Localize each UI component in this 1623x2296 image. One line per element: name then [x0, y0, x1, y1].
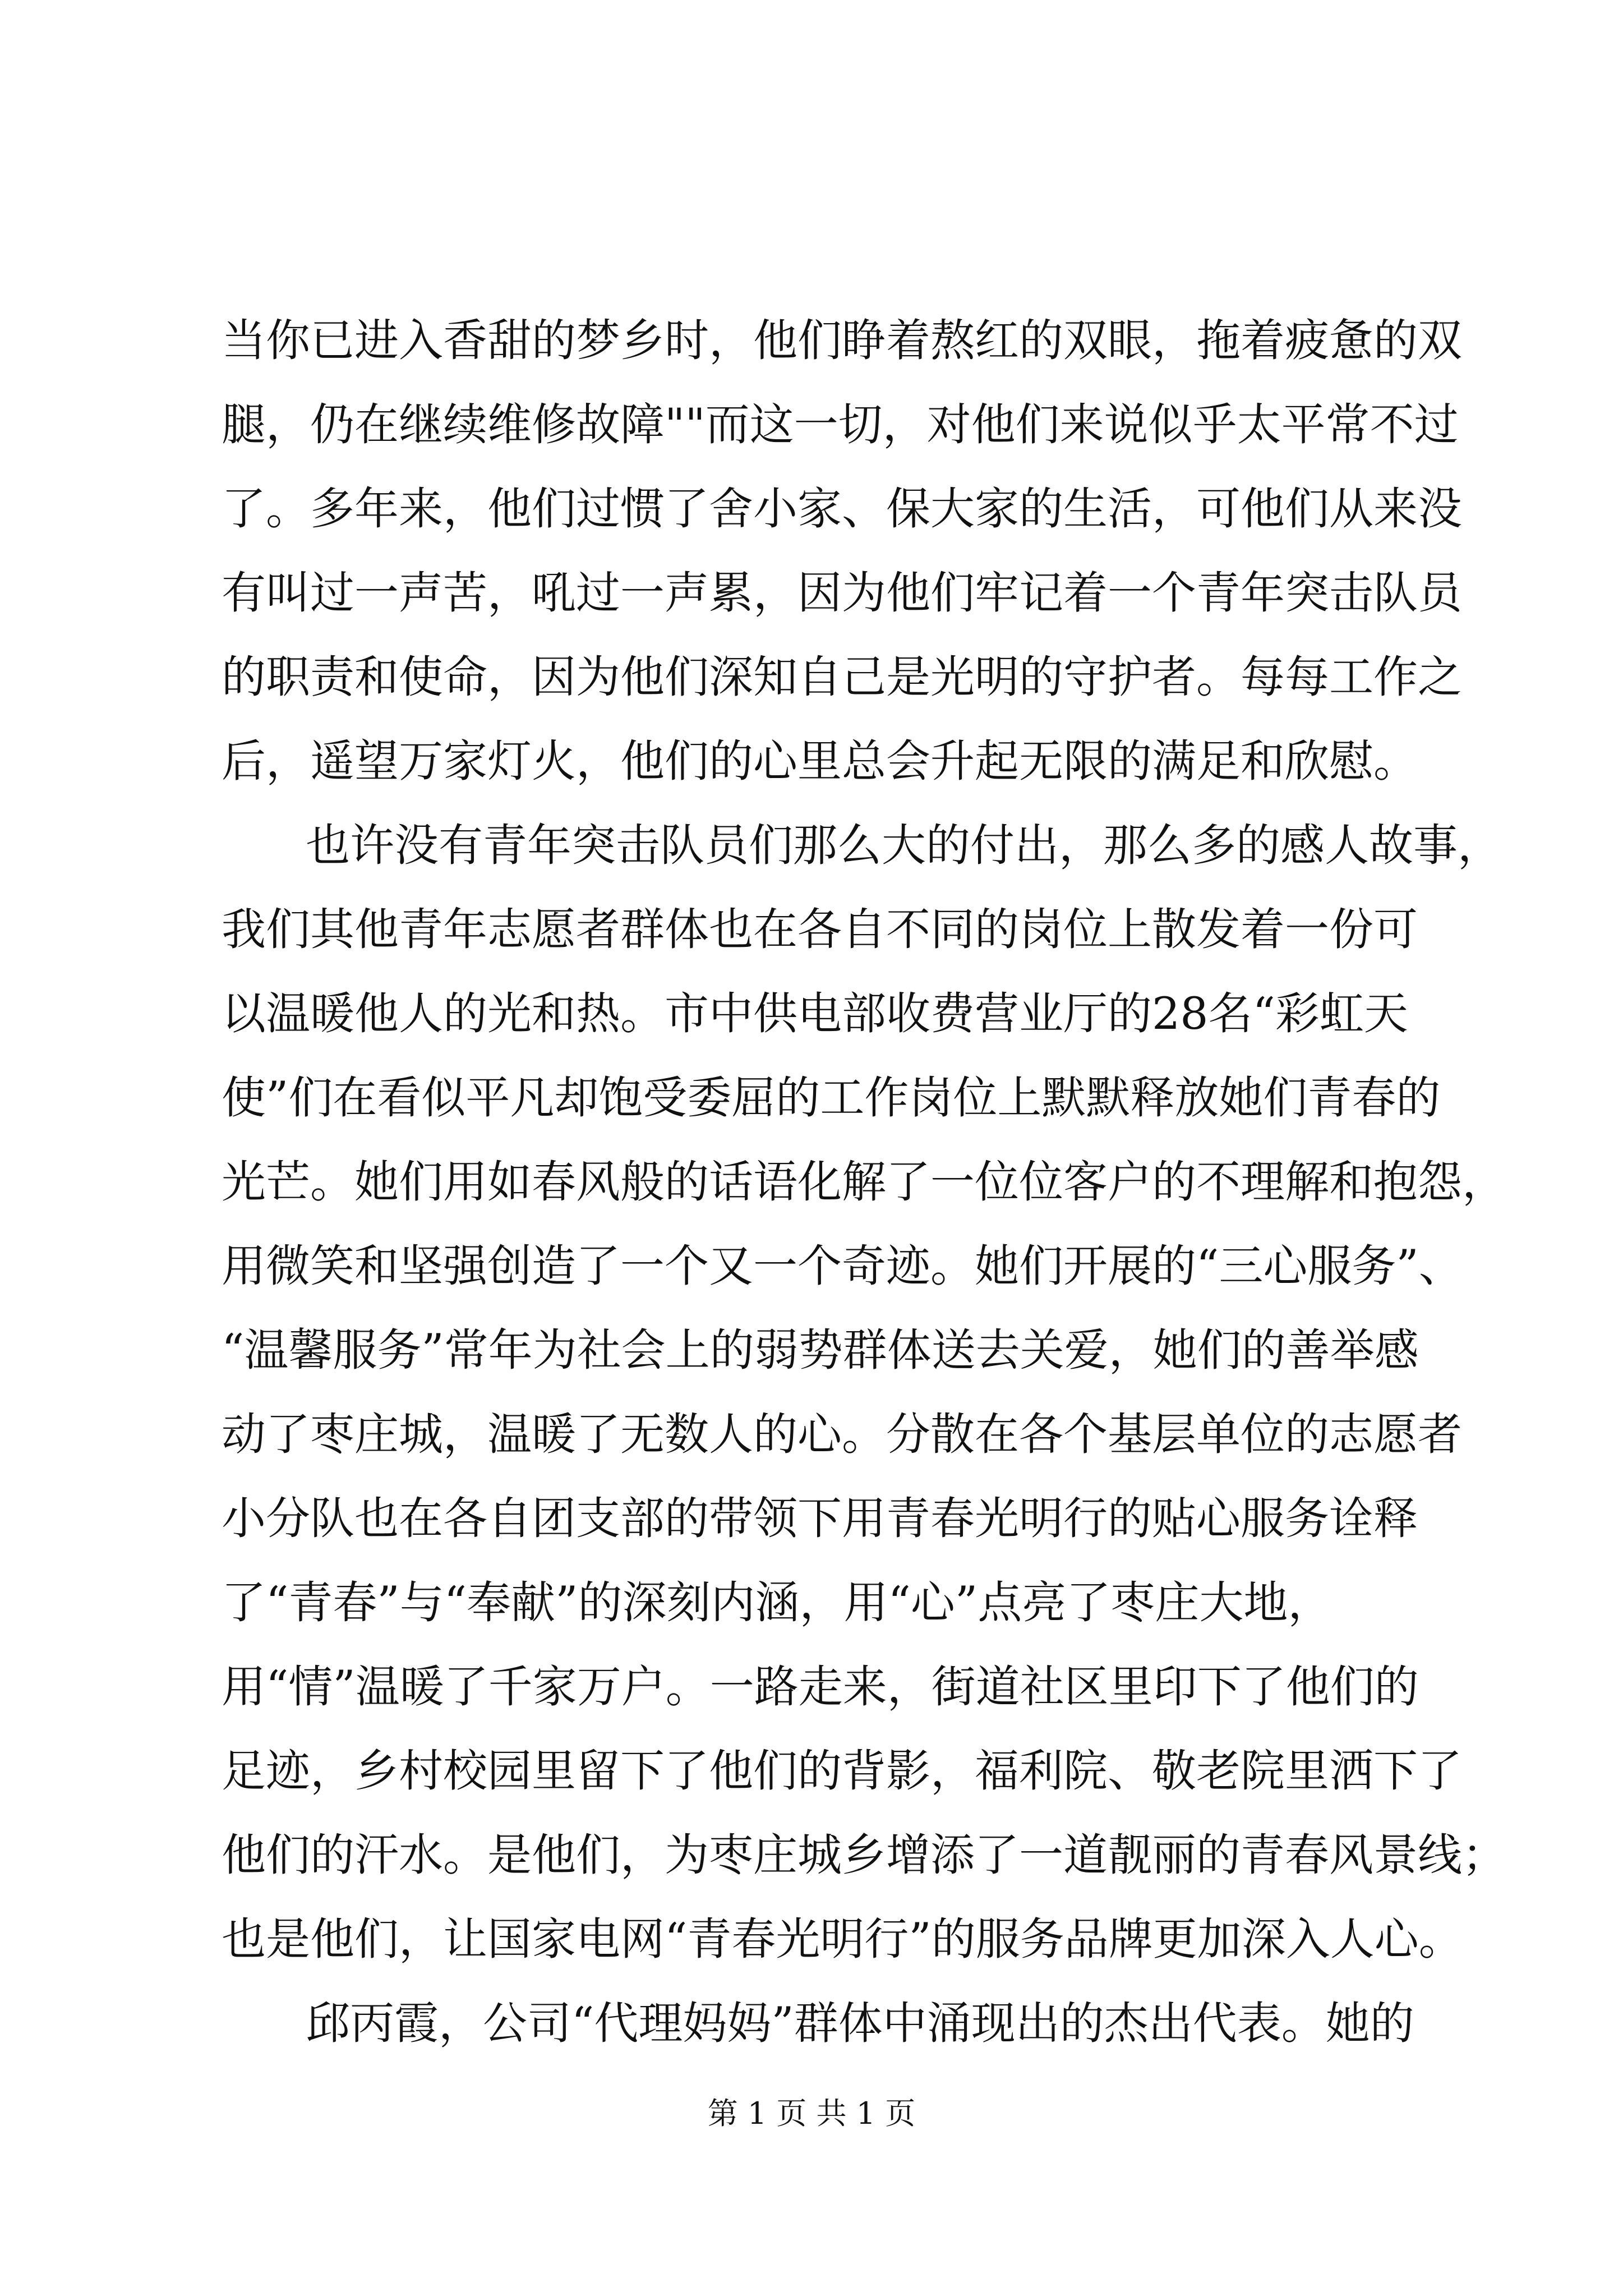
text-line: 用“情”温暖了千家万户。一路走来，街道社区里印下了他们的 — [222, 1661, 1419, 1713]
text-line: 当你已进入香甜的梦乡时，他们睁着熬红的双眼，拖着疲惫的双 — [222, 315, 1462, 366]
text-line: 了。多年来，他们过惯了舍小家、保大家的生活，可他们从来没 — [222, 483, 1462, 535]
text-line: 使”们在看似平凡却饱受委屈的工作岗位上默默释放她们青春的 — [222, 1072, 1441, 1124]
text-line: 动了枣庄城，温暖了无数人的心。分散在各个基层单位的志愿者 — [222, 1409, 1462, 1460]
text-line: 以温暖他人的光和热。市中供电部收费营业厅的28名“彩虹天 — [222, 988, 1408, 1039]
paragraph-first-line: 也许没有青年突击队员们那么大的付出，那么多的感人故事， — [306, 820, 1502, 871]
text-line: 足迹，乡村校园里留下了他们的背影，福利院、敬老院里洒下了 — [222, 1745, 1462, 1797]
text-line: 小分队也在各自团支部的带领下用青春光明行的贴心服务诠释 — [222, 1493, 1418, 1544]
text-line: 光芒。她们用如春风般的话语化解了一位位客户的不理解和抱怨， — [222, 1156, 1506, 1208]
text-line: 腿，仍在继续维修故障""而这一切，对他们来说似乎太平常不过 — [222, 399, 1459, 450]
text-line: 了“青春”与“奉献”的深刻内涵，用“心”点亮了枣庄大地， — [222, 1577, 1332, 1628]
text-line: 后，遥望万家灯火，他们的心里总会升起无限的满足和欣慰。 — [222, 735, 1418, 787]
text-line: 的职责和使命，因为他们深知自己是光明的守护者。每每工作之 — [222, 651, 1462, 703]
paragraph-first-line: 邱丙霞，公司“代理妈妈”群体中涌现出的杰出代表。她的 — [306, 1998, 1414, 2049]
text-line: 我们其他青年志愿者群体也在各自不同的岗位上散发着一份可 — [222, 904, 1418, 955]
text-line: 有叫过一声苦，吼过一声累，因为他们牢记着一个青年突击队员 — [222, 567, 1462, 619]
text-line: 也是他们，让国家电网“青春光明行”的服务品牌更加深入人心。 — [222, 1913, 1463, 1965]
text-line: 用微笑和坚强创造了一个又一个奇迹。她们开展的“三心服务”、 — [222, 1240, 1463, 1292]
text-line: 他们的汗水。是他们，为枣庄城乡增添了一道靓丽的青春风景线； — [222, 1829, 1506, 1881]
text-line: “温馨服务”常年为社会上的弱势群体送去关爱，她们的善举感 — [222, 1324, 1419, 1376]
document-body — [222, 298, 1506, 2065]
page-footer: 第 1 页 共 1 页 — [707, 2096, 916, 2131]
